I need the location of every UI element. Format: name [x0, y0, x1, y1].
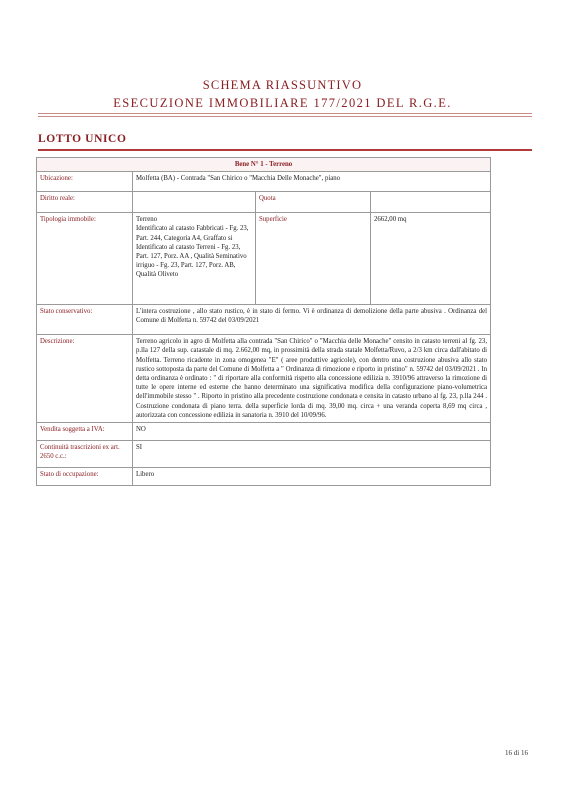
iva-label: Vendita soggetta a IVA: — [37, 423, 133, 441]
diritto-value — [133, 192, 256, 213]
page-number: 16 di 16 — [505, 749, 528, 757]
lotto-rule — [38, 149, 532, 151]
continuita-label: Continuità trascrizioni ex art. 2650 c.c.: — [37, 441, 133, 468]
title-rule-2 — [38, 116, 532, 117]
descrizione-label: Descrizione: — [37, 335, 133, 423]
quota-label: Quota — [256, 192, 371, 213]
tipologia-value: Terreno Identificato al catasto Fabbricati - Fg. 23, Part. 244, Categoria A4, Graffato si Identificato al catasto Terreni - Fg. 23, Part. 127, Porz. AA , Qualità Seminativo irriguo - Fg. 23, Part. 127, Porz. AB, Qualità Oliveto — [133, 213, 256, 305]
document-title — [0, 78, 565, 111]
superficie-value: 2662,00 mq — [371, 213, 491, 305]
continuita-value: SI — [133, 441, 491, 468]
lotto-heading: LOTTO UNICO — [38, 133, 127, 145]
descrizione-value: Terreno agricolo in agro di Molfetta alla contrada "San Chirico" o "Macchia delle Monache" censito in catasto terreni al fg. 23, p.lla 127 della sup. catastale di mq. 2.662,00 mq, in prossimità della strada statale Molfetta/Ruvo, a 2/3 km circa dall'abitato di Molfetta. Terreno ricadente in zona omogenea "E" ( aree produttive agricole), con dentro una costruzione abusiva allo stato rustico sottoposta da parte del Comune di Molfetta a " Ordinanza di rimozione e riporto in pristino" n. 59742 del 03/09/2021 . In detta ordinanza è ordinato : " di riportare alla conformità rispetto alla concessione edilizia n. 3910/96 attraverso la rimozione di tutte le opere interne ed esterne che hanno determinato una significativa modifica della configurazione piano-volumetrica dell'immobile stesso " . Riporto in pristino alla precedente costruzione condonata e censita in catasto urbano al fg. 23, p.lla 244 . Costruzione condonata di piano terra. della superficie lorda di mq. 39,00 mq. circa + una veranda coperta 8,69 mq circa , autorizzata con concessione edilizia in sanatoria n. 3910 del 10/09/96. — [133, 335, 491, 423]
stato-label: Stato conservativo: — [37, 305, 133, 335]
ubicazione-value: Molfetta (BA) - Contrada "San Chirico o "Macchia Delle Monache", piano — [133, 172, 491, 192]
table-row — [37, 213, 491, 305]
table-row — [37, 468, 491, 486]
stato-value: L'intera costruzione , allo stato rustico, è in stato di fermo. Vi è ordinanza di demolizione della parte abusiva . Ordinanza del Comune di Molfetta n. 59742 del 03/09/2021 — [133, 305, 491, 335]
table-row — [37, 158, 491, 172]
table-row — [37, 172, 491, 192]
table-row — [37, 423, 491, 441]
bene-heading: Bene N° 1 - Terreno — [37, 158, 491, 172]
table-row — [37, 305, 491, 335]
occupazione-value: Libero — [133, 468, 491, 486]
iva-value: NO — [133, 423, 491, 441]
tipologia-label: Tipologia immobile: — [37, 213, 133, 305]
occupazione-label: Stato di occupazione: — [37, 468, 133, 486]
title-rule — [38, 113, 532, 114]
quota-value — [371, 192, 491, 213]
superficie-label: Superficie — [256, 213, 371, 305]
diritto-label: Diritto reale: — [37, 192, 133, 213]
summary-table — [36, 157, 491, 486]
ubicazione-label: Ubicazione: — [37, 172, 133, 192]
title-line-2: ESECUZIONE IMMOBILIARE 177/2021 DEL R.G.E. — [113, 96, 452, 110]
table-row — [37, 441, 491, 468]
table-row — [37, 192, 491, 213]
table-row — [37, 335, 491, 423]
title-line-1: SCHEMA RIASSUNTIVO — [202, 78, 363, 92]
